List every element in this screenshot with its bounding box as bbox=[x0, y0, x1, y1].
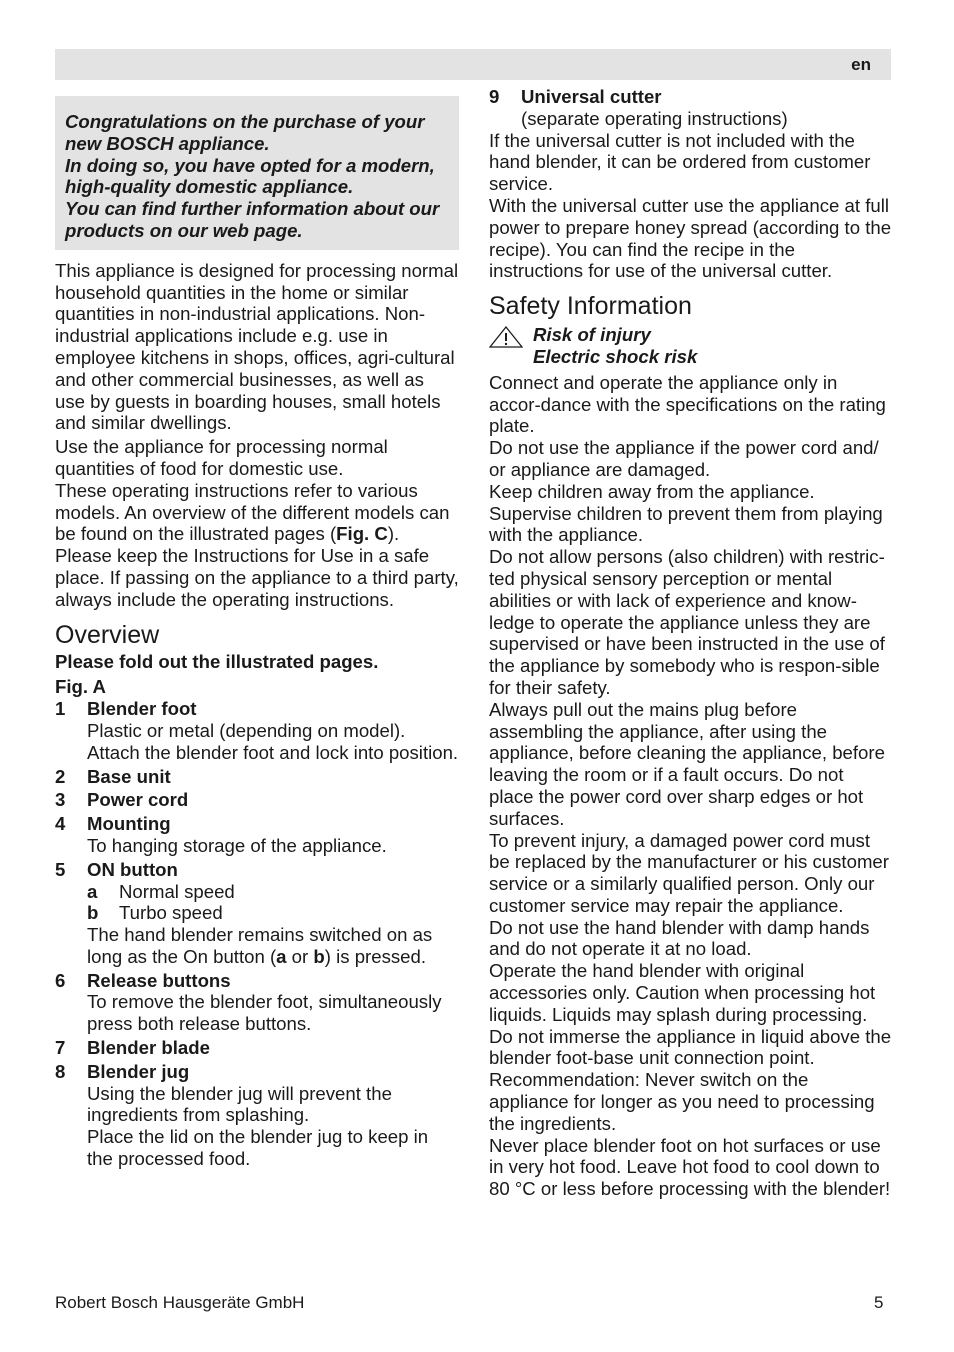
list-item-desc: To hanging storage of the appliance. bbox=[87, 834, 387, 856]
list-item: 3 Power cord bbox=[55, 789, 189, 811]
footer-company: Robert Bosch Hausgeräte GmbH bbox=[55, 1293, 305, 1312]
warning-injury: Risk of injury bbox=[533, 324, 651, 346]
fold-out-note: Please fold out the illustrated pages. bbox=[55, 650, 379, 672]
overview-heading: Overview bbox=[55, 620, 160, 649]
right-column bbox=[489, 86, 893, 1200]
safety-paragraph: Operate the hand blender with original accessories only. Caution when processing hot liquids. Liquids may splash during processing. bbox=[489, 960, 876, 1025]
list-item-desc: Plastic or metal (depending on model). Attach the blender foot and lock into position. bbox=[87, 719, 459, 763]
list-item: 7 Blender blade bbox=[55, 1037, 210, 1059]
safety-paragraph: Never place blender foot on hot surfaces or use in very hot food. Leave hot food to cool down to 80 °C or less before processing with the blender! bbox=[489, 1134, 891, 1200]
list-item: 5 ON button bbox=[55, 858, 178, 880]
cutter-paragraph-1: If the universal cutter is not included with the hand blender, it can be ordered from customer service. bbox=[489, 129, 871, 195]
sub-item-a: a Normal speed bbox=[87, 880, 235, 902]
safety-heading: Safety Information bbox=[489, 292, 692, 321]
warning-triangle-icon bbox=[489, 324, 533, 368]
safety-paragraph: Do not allow persons (also children) with restric-ted physical sensory perception or mental abilities or with lack of experience and know-ledge to operate the appliance unless they are supervised or have been instructed in the use of the appliance by somebody who is respon-sible for their safety. bbox=[489, 546, 885, 698]
safety-paragraph: Always pull out the mains plug before assembling the appliance, after using the appliance, before cleaning the appliance, before leaving the room or if a fault occurs. Do not place the power cord over sharp edges or hot surfaces. bbox=[489, 698, 885, 829]
intro-paragraph-2: Use the appliance for processing normal quantities of food for domestic use. bbox=[55, 436, 388, 479]
list-item: 1 Blender foot bbox=[55, 698, 197, 720]
intro-paragraph-1: This appliance is designed for processing normal household quantities in the home or similar quantities in non-industrial applications. Non-industrial applications include e.g. use in employee kitchens in shops, offices, agri-cultural and other commercial businesses, as well as use by guests in boarding houses, small hotels and similar dwellings. bbox=[55, 259, 459, 434]
fig-c-ref: Fig. C bbox=[336, 523, 388, 545]
list-item: 4 Mounting bbox=[55, 813, 171, 835]
on-button-note: The hand blender remains switched on as long as the On button (a or b) is pressed. bbox=[87, 924, 433, 967]
left-column bbox=[55, 86, 459, 1170]
header-bar bbox=[55, 49, 891, 80]
list-item-desc: Using the blender jug will prevent the ingredients from splashing. bbox=[87, 1082, 392, 1126]
safety-paragraph: Keep children away from the appliance. Supervise children to prevent them from playing with the appliance. bbox=[489, 480, 883, 546]
safety-paragraph: Do not immerse the appliance in liquid above the blender foot-base unit connection point. bbox=[489, 1025, 892, 1069]
intro-box bbox=[55, 96, 459, 250]
list-item-desc: (separate operating instructions) bbox=[521, 107, 788, 129]
intro-line-1: Congratulations on the purchase of your new BOSCH appliance. bbox=[65, 111, 425, 154]
warning-shock: Electric shock risk bbox=[533, 345, 698, 367]
list-item: 8 Blender jug bbox=[55, 1060, 190, 1082]
list-item-desc-2: Place the lid on the blender jug to keep in the processed food. bbox=[87, 1126, 429, 1170]
warning-block bbox=[489, 324, 893, 368]
fig-a-label: Fig. A bbox=[55, 676, 106, 698]
list-item: 2 Base unit bbox=[55, 765, 171, 787]
intro-line-3: You can find further information about our products on our web page. bbox=[65, 198, 440, 241]
list-item: 6 Release buttons bbox=[55, 969, 231, 991]
intro-line-2: In doing so, you have opted for a modern, high-quality domestic appliance. bbox=[65, 154, 435, 198]
safety-paragraph: To prevent injury, a damaged power cord must be replaced by the manufacturer or his customer service or a similarly qualified person. Only our customer service may repair the appliance. bbox=[489, 829, 889, 916]
safety-paragraph: Connect and operate the appliance only in accor-dance with the specifications on the rating plate. bbox=[489, 371, 886, 437]
page-number: 5 bbox=[874, 1293, 884, 1312]
safety-paragraph: Do not use the appliance if the power cord and/ or appliance are damaged. bbox=[489, 437, 879, 480]
safety-paragraph: Do not use the hand blender with damp hands and do not operate it at no load. bbox=[489, 916, 870, 960]
safety-paragraph: Recommendation: Never switch on the appliance for longer as you need to processing the ingredients. bbox=[489, 1069, 875, 1134]
intro-paragraph-4: Please keep the Instructions for Use in a safe place. If passing on the appliance to a third party, always include the operating instructions. bbox=[55, 545, 459, 610]
intro-paragraph-3: These operating instructions refer to various models. An overview of the different models can be found on the illustrated pages (Fig. C). bbox=[55, 479, 450, 545]
list-item-desc: To remove the blender foot, simultaneously press both release buttons. bbox=[87, 991, 442, 1035]
list-item: 9 Universal cutter bbox=[489, 86, 662, 107]
language-label: en bbox=[851, 55, 871, 74]
cutter-paragraph-2: With the universal cutter use the appliance at full power to prepare honey spread (according to the recipe). You can find the recipe in the instructions for use of the universal cutter. bbox=[489, 194, 892, 282]
sub-item-b: b Turbo speed bbox=[87, 902, 223, 924]
